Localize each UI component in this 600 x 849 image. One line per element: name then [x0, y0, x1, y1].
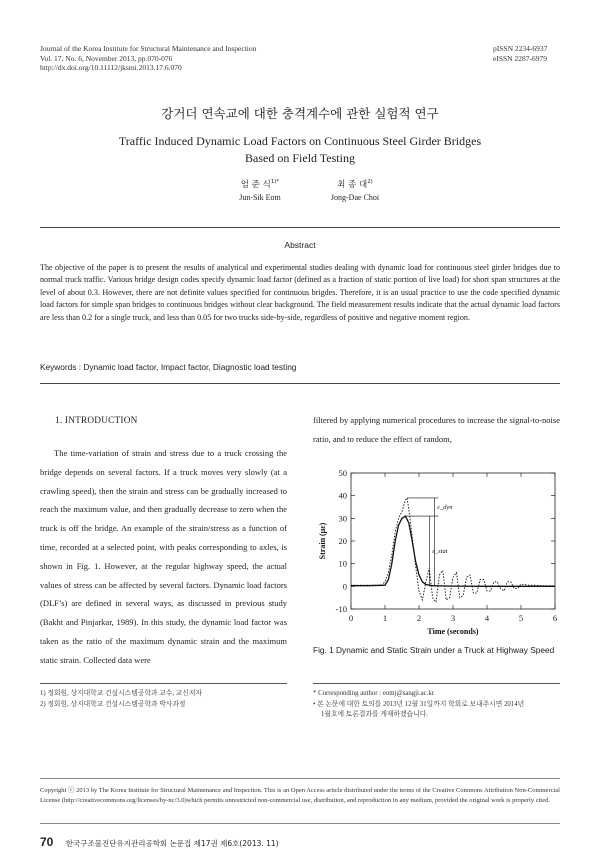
figure-caption: Fig. 1 Dynamic and Static Strain under a Truck at Highway Speed: [313, 645, 555, 655]
body-paragraph-left: The time-variation of strain and stress due to a truck crossing the bridge depends on several factors. If a truck moves very slowly (at a crawling speed), then the strain and stress can be gradually increased to reach the maximum value, and then gradually decrease to zero when the truck is off the bridge. An example of the strain/stress as a function of time, recorded at a selected point, with peaks corresponding to axles, is shown in Fig. 1. However, at the regular highway speed, the actual values of stress can be affected by several factors. Dynamic load factors (DLF’s) are defined in several ways, as discussed in previous study (Bakht and Pinjarkar, 1989). In this study, the dynamic load factor was taken as the ratio of the maximum dynamic strain and the maximum static strain. Collected data were: [40, 448, 287, 665]
discussion-note-2: 1월호에 토론결과를 게재하겠습니다.: [321, 711, 428, 718]
footnote-1: 1) 정회원, 상지대학교 건설시스템공학과 교수, 교신저자: [40, 690, 203, 697]
footnotes-left: [40, 689, 287, 710]
chart-root: [318, 468, 557, 636]
y-tick-label: -10: [335, 604, 347, 614]
static-strain-line: [351, 516, 555, 586]
divider-abstract: [40, 383, 560, 384]
x-tick-label: 4: [484, 613, 490, 623]
eissn: eISSN 2287-6979: [493, 53, 547, 63]
title-english: [0, 133, 600, 167]
body-column-right: [313, 411, 560, 449]
x-axis-label: Time (seconds): [427, 627, 479, 636]
x-tick-label: 0: [348, 613, 354, 623]
title-english-line1: Traffic Induced Dynamic Load Factors on Continuous Steel Girder Bridges: [118, 134, 482, 148]
author-2: [300, 178, 410, 202]
page-footer: [40, 835, 279, 849]
author-2-name-ko: 최 종 대: [337, 180, 368, 190]
x-tick-label: 6: [552, 613, 558, 623]
plot-frame: [351, 473, 555, 609]
footnote-2: 2) 정회원, 상지대학교 건설시스템공학과 박사과정: [40, 700, 186, 708]
author-2-name-en: Jong-Dae Choi: [330, 193, 380, 202]
footnote-divider-right: [313, 683, 560, 684]
corresponding-author: * Corresponding author : eomj@sangji.ac.kr: [313, 690, 435, 697]
author-1-name-en: Jun-Sik Eom: [239, 193, 281, 202]
footer-text: 한국구조물진단유지관리공학회 논문집 제17권 제6호(2013. 11): [65, 839, 279, 848]
copyright-notice: Copyright ⓒ 2013 by The Korea Institute for Structural Maintenance and Inspection. This is an Open Access article distributed under the terms of the Creative Commons Attribution Non-Commercial License (http://creativecommons.org/licenses/by-nc/3.0)which permits unrestricted non-commercial use, distribution, and reproduction in any medium, provided the original work is properly cited.: [40, 787, 560, 805]
author-2-affil: 2): [367, 179, 373, 186]
journal-name: Journal of the Korea Institute for Structural Maintenance and Inspection: [40, 44, 257, 53]
keywords-label: Keywords :: [40, 362, 82, 372]
keywords-text: Dynamic load factor, Impact factor, Diagnostic load testing: [83, 362, 297, 372]
y-axis-label: Strain (με): [318, 522, 327, 560]
abstract-text: The objective of the paper is to present the results of analytical and experimental studies dealing with dynamic load for continuous steel girder bridges due to normal truck traffic. Various bridge design codes specify dynamic load factor (defined as a fraction of static portion of live load) for short span structures at the level of about 0.3. However, there are not definite values specified for continuous brigdes. Therefore, it is an usual practice to use the code specified dynamic load factors for simple span bridges to continuous bridges without clear background. The field measurement results indicate that the actual dynamic load factors are less than 0.2 for a single truck, and less than 0.05 for two trucks side-by-side, regardless of positive and negative moment region.: [40, 263, 560, 322]
title-korean: 강거더 연속교에 대한 충격계수에 관한 실험적 연구: [161, 106, 439, 121]
y-tick-label: 20: [338, 536, 347, 546]
footnote-divider-left: [40, 683, 287, 684]
x-tick-label: 5: [518, 613, 524, 623]
author-1: [205, 178, 315, 202]
divider-copyright: [40, 778, 560, 779]
strain-chart: [313, 463, 563, 641]
issn-block: [493, 44, 547, 63]
divider-footer: [40, 823, 560, 824]
keywords: [40, 362, 296, 372]
journal-doi-link[interactable]: http://dx.doi.org/10.11112/jksmi.2013.17.6.070: [40, 63, 182, 73]
author-1-affil: 1)*: [270, 179, 280, 186]
epsilon-dyn-label: ε_dyn: [437, 504, 453, 511]
y-tick-label: 30: [338, 513, 347, 524]
y-tick-label: 10: [338, 558, 347, 569]
x-tick-label: 1: [382, 613, 388, 623]
x-tick-label: 2: [416, 613, 422, 623]
body-paragraph-right: filtered by applying numerical procedures to increase the signal-to-noise ratio, and to reduce the effect of random,: [313, 415, 560, 444]
discussion-note-1: • 본 논문에 대한 토의를 2013년 12월 31일까지 학회로 보내주시면 2014년: [313, 700, 525, 708]
x-tick-label: 3: [450, 613, 456, 623]
author-1-name-ko: 엄 준 식: [240, 180, 271, 190]
page-number: 70: [40, 835, 54, 849]
pissn: pISSN 2234-6937: [493, 44, 548, 53]
abstract-heading: Abstract: [284, 240, 316, 250]
epsilon-stat-label: ε_stat: [432, 548, 448, 556]
divider-top: [40, 227, 560, 228]
journal-volume: Vol. 17, No. 6, November 2013, pp.070-076: [40, 53, 173, 63]
journal-header: [40, 44, 256, 73]
y-tick-label: 0: [342, 581, 347, 592]
y-tick-label: 50: [338, 468, 347, 478]
footnotes-right: [313, 689, 560, 721]
body-column-left: [40, 444, 287, 670]
title-english-line2: Based on Field Testing: [245, 151, 355, 165]
section-heading: 1. INTRODUCTION: [55, 416, 138, 426]
y-tick-label: 40: [338, 490, 347, 501]
